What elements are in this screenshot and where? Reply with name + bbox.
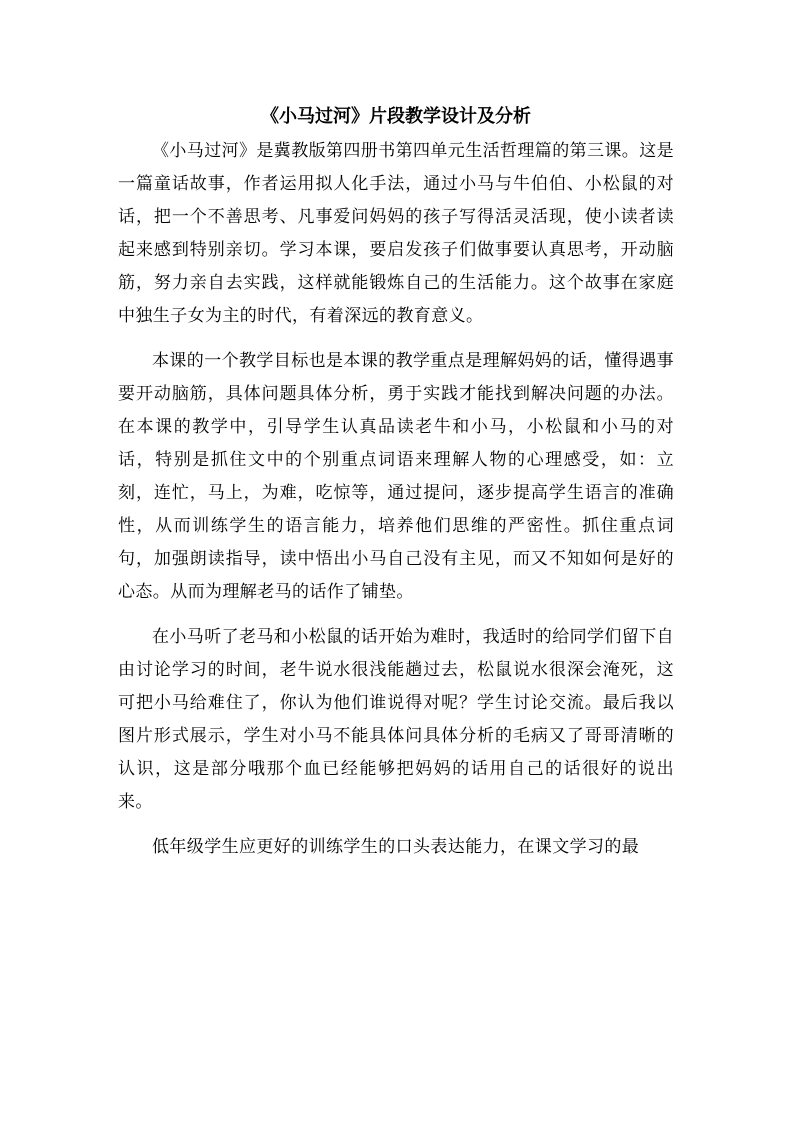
paragraph-intro: 《小马过河》是冀教版第四册书第四单元生活哲理篇的第三课。这是一篇童话故事，作者运用拟人化手法，通过小马与牛伯伯、小松鼠的对话，把一个不善思考、凡事爱问妈妈的孩子写得活灵活现，使小读者读起来感到特别亲切。学习本课，要启发孩子们做事要认真思考，开动脑筋，努力亲自去实践，这样就能锻炼自己的生活能力。这个故事在家庭中独生子女为主的时代，有着深远的教育意义。 — [118, 141, 674, 326]
document-body — [118, 103, 674, 876]
paragraph-teaching-goal: 本课的一个教学目标也是本课的教学重点是理解妈妈的话，懂得遇事要开动脑筋，具体问题具体分析，勇于实践才能找到解决问题的办法。在本课的教学中，引导学生认真品读老牛和小马，小松鼠和小马的对话，特别是抓住文中的个别重点词语来理解人物的心理感受，如：立刻，连忙，马上，为难，吃惊等，通过提问，逐步提高学生语言的准确性，从而训练学生的语言能力，培养他们思维的严密性。抓住重点词句，加强朗读指导，读中悟出小马自己没有主见，而又不知如何是好的心态。从而为理解老马的话作了铺垫。 — [118, 351, 674, 602]
paragraph-discussion: 在小马听了老马和小松鼠的话开始为难时，我适时的给同学们留下自由讨论学习的时间，老牛说水很浅能趟过去，松鼠说水很深会淹死，这可把小马给难住了，你认为他们谁说得对呢？学生讨论交流。最后我以图片形式展示，学生对小马不能具体问具体分析的毛病又了哥哥清晰的认识，这是部分哦那个血已经能够把妈妈的话用自己的话很好的说出来。 — [118, 627, 674, 812]
document-title: 《小马过河》片段教学设计及分析 — [261, 106, 531, 127]
paragraph-expression: 低年级学生应更好的训练学生的口头表达能力，在课文学习的最 — [152, 837, 640, 857]
